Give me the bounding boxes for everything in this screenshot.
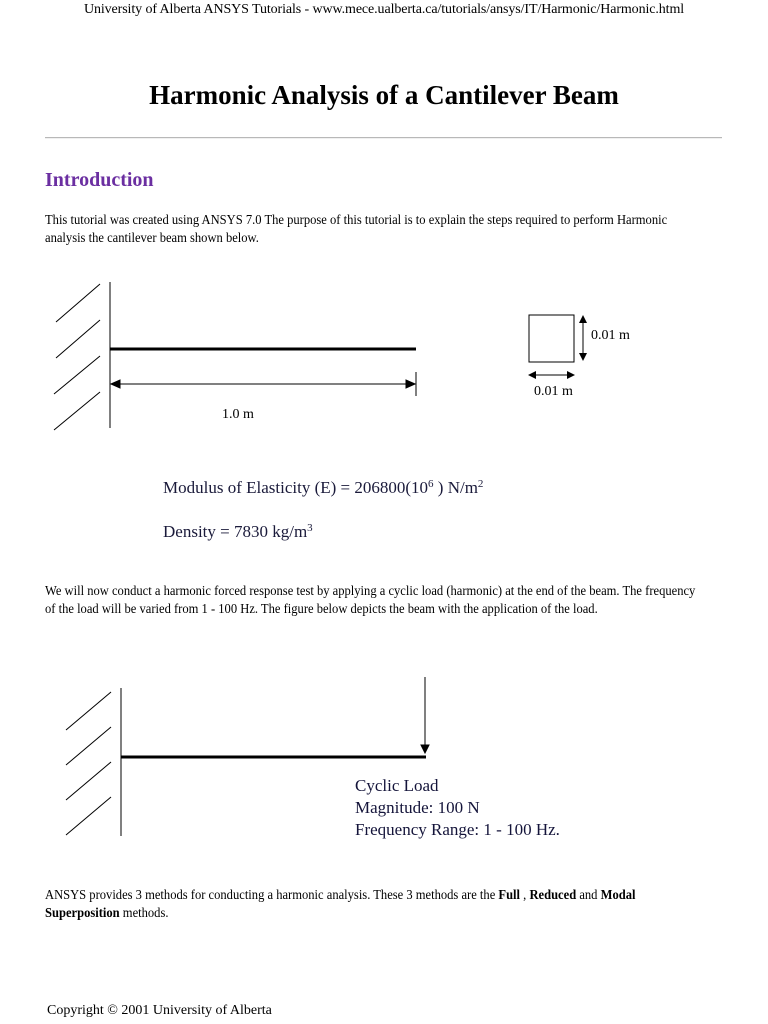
frequency-range-label: Frequency Range: 1 - 100 Hz.: [355, 820, 560, 839]
cyclic-load-diagram: [0, 670, 768, 850]
page-header-url: University of Alberta ANSYS Tutorials - www.mece.ualberta.ca/tutorials/ansys/IT/Harmonic/Harmonic.html: [83, 2, 685, 17]
modulus-of-elasticity: Modulus of Elasticity $(E) = 206800(10^6$ ) $N/m^2$: [163, 478, 484, 497]
beam-length-label: 1.0 m: [222, 407, 254, 422]
cross-section-diagram: [529, 315, 583, 375]
horizontal-rule: [45, 137, 722, 139]
fixed-support-hatching: [66, 688, 121, 836]
section-heading-introduction: Introduction: [45, 169, 154, 191]
fixed-support-hatching: [54, 282, 110, 430]
load-arrow: [421, 677, 429, 753]
material-properties: [0, 470, 768, 550]
section-height-label: 0.01 m: [591, 328, 630, 343]
cross-section-arrowheads: [528, 315, 587, 379]
cyclic-load-label: Cyclic Load: [355, 776, 439, 795]
method-reduced: Reduced: [529, 887, 577, 902]
method-full: Full: [498, 887, 521, 902]
copyright-footer: Copyright © 2001 University of Alberta: [47, 1003, 272, 1018]
length-dimension: [111, 372, 416, 396]
cantilever-beam-diagram: [0, 270, 768, 440]
forced-response-paragraph: We will now conduct a harmonic forced response test by applying a cyclic load (harmonic) at the end of the beam. The frequency of the load will be varied from 1 - 100 Hz. The figure below depicts the beam with the application of the load.: [45, 583, 696, 616]
load-magnitude-label: Magnitude: 100 N: [355, 798, 480, 817]
intro-paragraph: This tutorial was created using ANSYS 7.0 The purpose of this tutorial is to explain the steps required to perform Harmonic analysis the cantilever beam shown below.: [45, 212, 668, 245]
density: Density = 7830 $kg/m^3$: [163, 522, 313, 541]
page-title: Harmonic Analysis of a Cantilever Beam: [149, 80, 619, 110]
harmonic-methods-paragraph: ANSYS provides 3 methods for conducting a harmonic analysis. These 3 methods are the Full , Reduced and Modal Superposition methods.: [45, 887, 636, 920]
section-width-label: 0.01 m: [534, 384, 573, 399]
method-modal-superposition: Modal Superposition: [45, 887, 636, 920]
